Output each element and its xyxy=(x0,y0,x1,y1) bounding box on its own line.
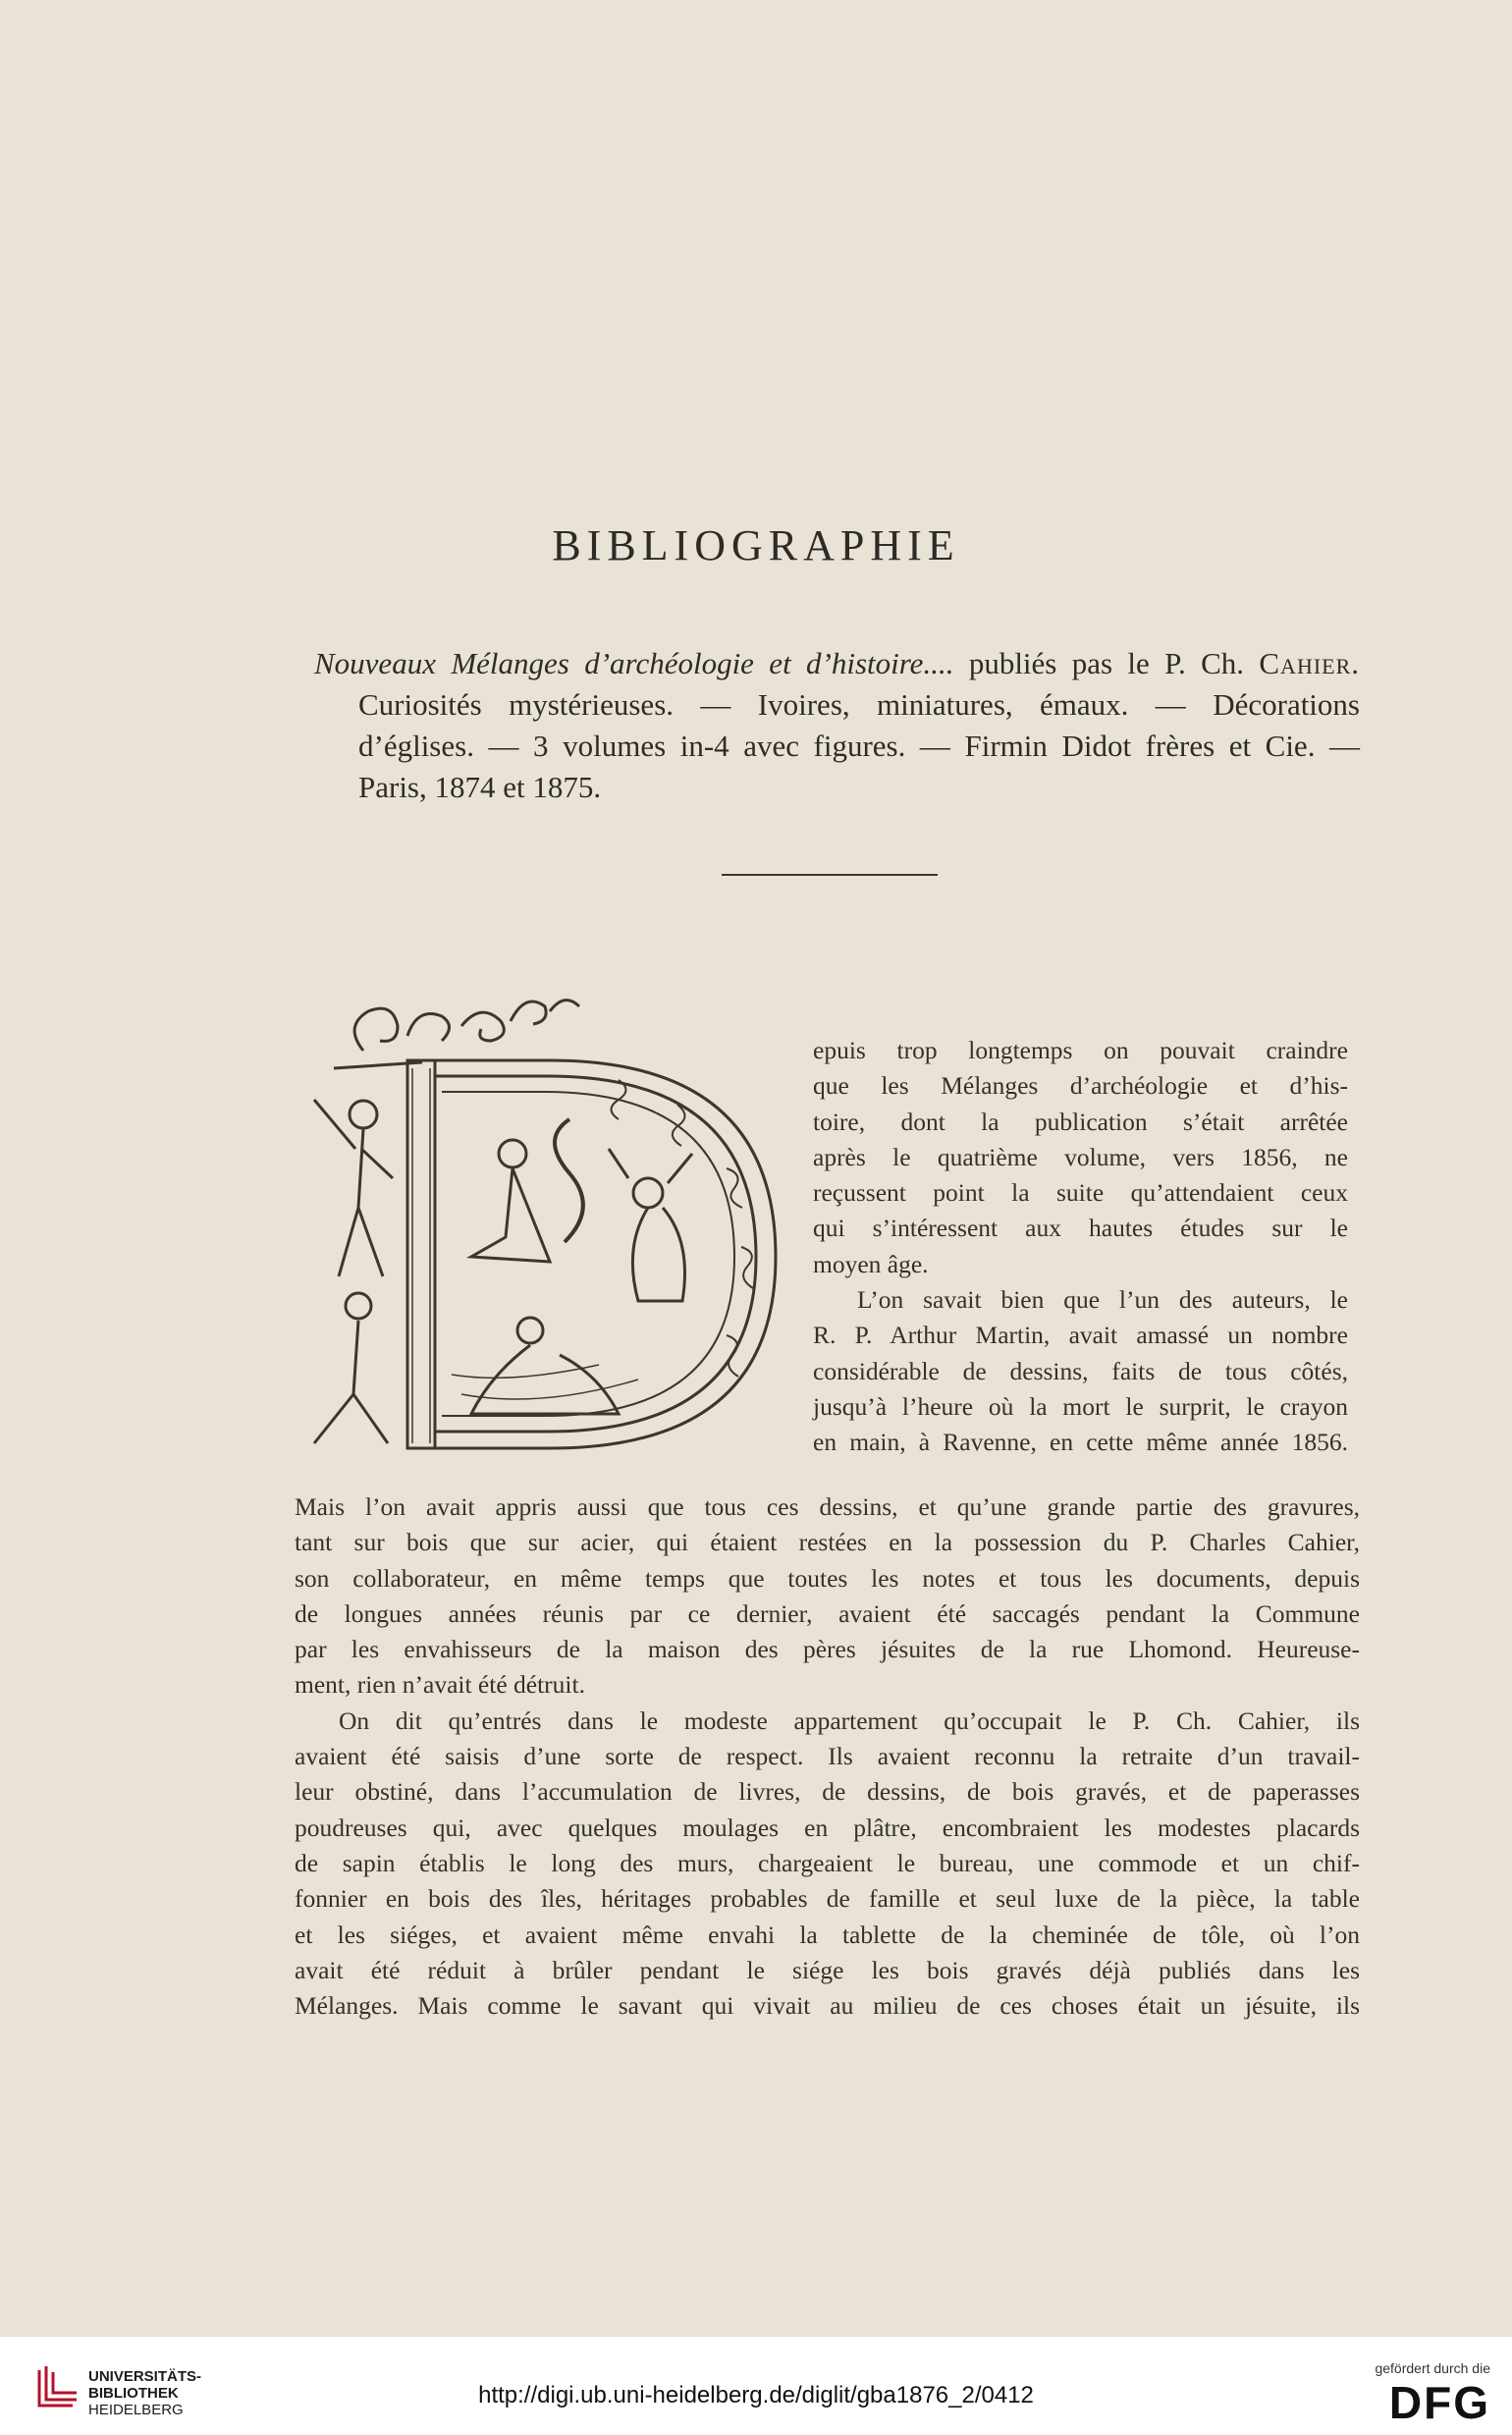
article-line: epuis trop longtemps on pouvait craindre xyxy=(813,1036,1348,1064)
article-line: poudreuses qui, avec quelques moulages en plâtre, encombraient les modestes placards xyxy=(295,1813,1360,1842)
article-intro-column xyxy=(813,1033,1348,1461)
article-body xyxy=(295,1489,1360,2024)
book-title: Nouveaux Mélanges d’archéologie et d’histoire.... xyxy=(314,646,954,680)
entry-line-3: d’églises. — 3 volumes in-4 avec figures. — Firmin Didot frères et Cie. — xyxy=(358,729,1360,763)
article-line: ment, rien n’avait été détruit. xyxy=(295,1670,585,1700)
library-name: UNIVERSITÄTS- BIBLIOTHEK HEIDELBERG xyxy=(88,2368,202,2418)
article-line: après le quatrième volume, vers 1856, ne xyxy=(813,1142,1348,1171)
article-line: R. P. Arthur Martin, avait amassé un nombre xyxy=(813,1321,1348,1350)
article-line: Mélanges. Mais comme le savant qui vivait au milieu de ces choses était un jésuite, ils xyxy=(295,1991,1360,2021)
article-line: son collaborateur, en même temps que toutes les notes et tous les documents, depuis xyxy=(295,1563,1360,1593)
article-line: en main, à Ravenne, en cette même année 1856. xyxy=(813,1428,1348,1457)
article-line: fonnier en bois des îles, héritages probables de famille et seul luxe de la pièce, la table xyxy=(295,1884,1360,1914)
article-line: de sapin établis le long des murs, chargeaient le bureau, une commode et un chif- xyxy=(295,1848,1360,1877)
section-divider xyxy=(722,874,938,876)
article-line: tant sur bois que sur acier, qui étaient restées en la possession du P. Charles Cahier, xyxy=(295,1528,1360,1557)
page-title: BIBLIOGRAPHIE xyxy=(552,521,960,569)
decorated-initial-d xyxy=(295,982,785,1473)
dfg-logo: DFG xyxy=(1388,2377,1490,2428)
article-line: leur obstiné, dans l’accumulation de livres, de dessins, de bois gravés, et de paperasses xyxy=(295,1777,1360,1807)
article-line: avaient été saisis d’une sorte de respect. Ils avaient reconnu la retraite d’un travail- xyxy=(295,1742,1360,1771)
article-line: et les siéges, et avaient même envahi la tablette de la cheminée de tôle, où l’on xyxy=(295,1920,1360,1949)
article-line: de longues années réunis par ce dernier, avaient été saccagés pendant la Commune xyxy=(295,1598,1360,1628)
article-line: toire, dont la publication s’était arrêtée xyxy=(813,1107,1348,1136)
entry-line-2: Curiosités mystérieuses. — Ivoires, miniatures, émaux. — Décorations xyxy=(358,687,1360,722)
article-line: par les envahisseurs de la maison des pères jésuites de la rue Lhomond. Heureuse- xyxy=(295,1635,1360,1664)
article-line: que les Mélanges d’archéologie et d’his- xyxy=(813,1071,1348,1101)
article-line: avait été réduit à brûler pendant le siége les bois gravés déjà publiés dans les xyxy=(295,1955,1360,1984)
article-line: moyen âge. xyxy=(813,1249,929,1278)
source-url-link[interactable]: http://digi.ub.uni-heidelberg.de/diglit/gba1876_2/0412 xyxy=(478,2382,1034,2408)
article-line: On dit qu’entrés dans le modeste appartement qu’occupait le P. Ch. Cahier, ils xyxy=(339,1705,1360,1735)
entry-publisher-text: publiés pas le P. Ch. xyxy=(953,646,1260,680)
article-line: jusqu’à l’heure où la mort le surprit, le crayon xyxy=(813,1391,1348,1421)
article-line: L’on savait bien que l’un des auteurs, le xyxy=(857,1285,1348,1315)
article-line: Mais l’on avait appris aussi que tous ces dessins, et qu’une grande partie des gravures, xyxy=(295,1492,1360,1521)
article-line: considérable de dessins, faits de tous côtés, xyxy=(813,1356,1348,1385)
article-line: reçussent point la suite qu’attendaient ceux xyxy=(813,1178,1348,1208)
entry-author: Cahier. xyxy=(1259,646,1361,680)
entry-line-1 xyxy=(314,643,1360,684)
entry-line-4: Paris, 1874 et 1875. xyxy=(358,770,602,804)
article-line: qui s’intéressent aux hautes études sur le xyxy=(813,1214,1348,1243)
bibliographic-entry xyxy=(314,643,1360,808)
sponsor-label: gefördert durch die xyxy=(1375,2360,1490,2376)
